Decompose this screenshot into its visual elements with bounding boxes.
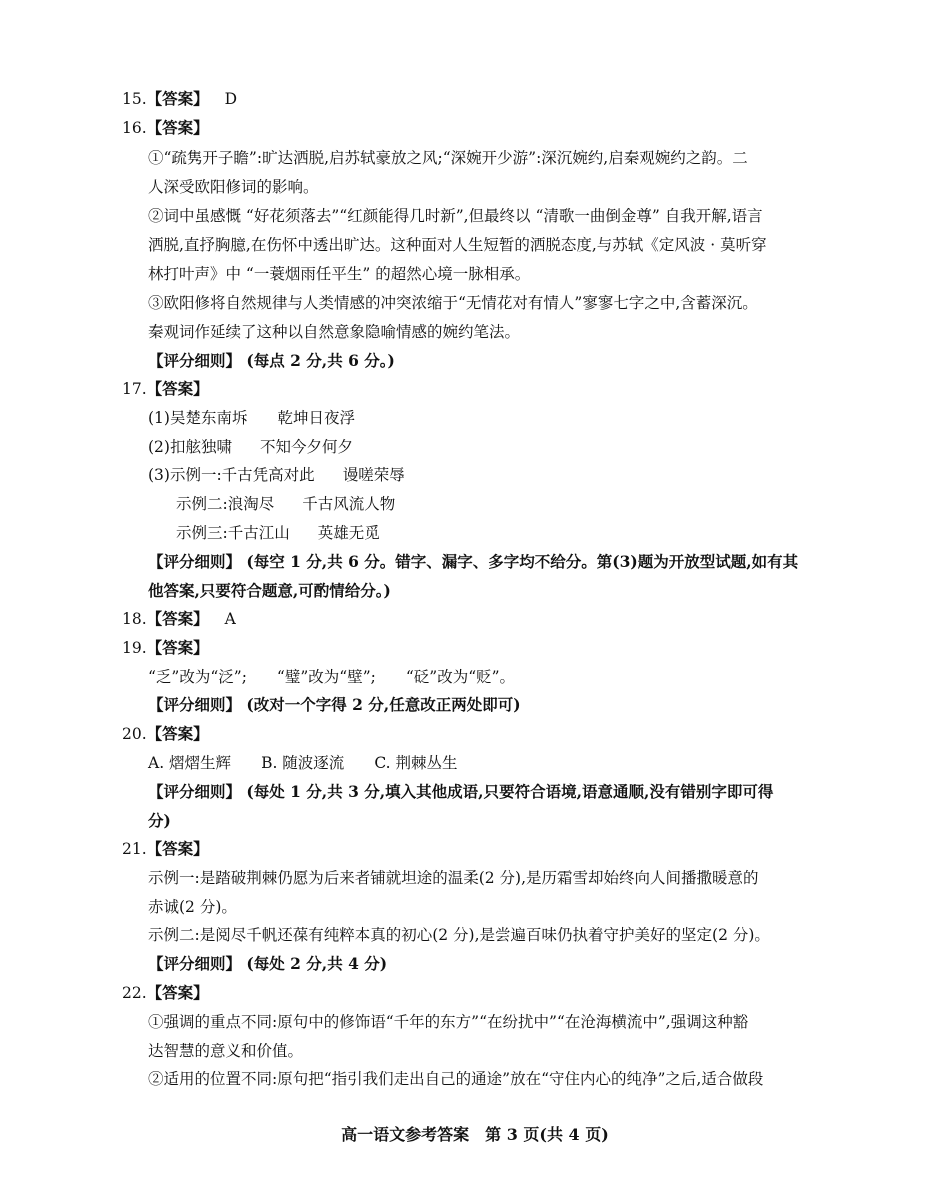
answer-text: A. 熠熠生辉 B. 随波逐流 C. 荆棘丛生 xyxy=(148,754,458,772)
question-22 xyxy=(0,980,950,1006)
answer-tag: 【答案】 xyxy=(146,638,209,657)
question-number: 21. xyxy=(122,840,147,858)
question-number: 19. xyxy=(122,639,147,657)
answer-text: 示例二:浪淘尽 千古风流人物 xyxy=(176,495,396,513)
answer-text: 达智慧的意义和价值。 xyxy=(148,1042,304,1060)
question-21 xyxy=(0,836,950,862)
question-number: 17. xyxy=(122,380,147,398)
answer-tag: 【答案】 xyxy=(146,983,209,1002)
answer-value: A xyxy=(224,610,236,628)
question-number: 22. xyxy=(122,984,147,1002)
answer-text: (3)示例一:千古凭高对此 谩嗟荣辱 xyxy=(148,466,405,484)
scoring-rules: 【评分细则】 (每处 1 分,共 3 分,填入其他成语,只要符合语境,语意通顺,没有错别字即可得 xyxy=(148,782,774,801)
answer-tag: 【答案】 xyxy=(146,839,209,858)
question-19 xyxy=(0,635,950,661)
answer-text: 示例二:是阅尽千帆还葆有纯粹本真的初心(2 分),是尝遍百味仍执着守护美好的坚定(2 分)。 xyxy=(148,926,770,944)
question-number: 18. xyxy=(122,610,147,628)
question-18 xyxy=(0,606,950,632)
answer-tag: 【答案】 xyxy=(146,724,209,743)
question-number: 15. xyxy=(122,90,147,108)
scoring-rules: 分) xyxy=(148,811,171,830)
answer-tag: 【答案】 xyxy=(146,89,209,108)
question-20 xyxy=(0,721,950,747)
answer-text: 示例一:是踏破荆棘仍愿为后来者铺就坦途的温柔(2 分),是历霜雪却始终向人间播撒暖意的 xyxy=(148,869,759,887)
question-15 xyxy=(0,86,950,112)
answer-tag: 【答案】 xyxy=(146,118,209,137)
page-footer: 高一语文参考答案 第 3 页(共 4 页) xyxy=(341,1125,609,1144)
answer-text: 示例三:千古江山 英雄无觅 xyxy=(176,524,380,542)
answer-text: 赤诚(2 分)。 xyxy=(148,898,237,916)
answer-text: 秦观词作延续了这种以自然意象隐喻情感的婉约笔法。 xyxy=(148,323,521,341)
answer-text: ②适用的位置不同:原句把“指引我们走出自己的通途”放在“守住内心的纯净”之后,适合做段 xyxy=(148,1070,764,1088)
answer-tag: 【答案】 xyxy=(146,379,209,398)
answer-text: (1)吴楚东南坼 乾坤日夜浮 xyxy=(148,409,355,427)
scoring-rules: 【评分细则】 (每点 2 分,共 6 分。) xyxy=(148,351,395,370)
answer-text: ①“疏隽开子瞻”:旷达洒脱,启苏轼豪放之风;“深婉开少游”:深沉婉约,启秦观婉约之韵。二 xyxy=(148,149,748,167)
answer-tag: 【答案】 xyxy=(146,609,209,628)
answer-text: ②词中虽感慨 “好花须落去”“红颜能得几时新”,但最终以 “清歌一曲倒金尊” 自我开解,语言 xyxy=(148,207,763,225)
answer-text: 人深受欧阳修词的影响。 xyxy=(148,178,319,196)
question-number: 20. xyxy=(122,725,147,743)
scoring-rules: 【评分细则】 (每处 2 分,共 4 分) xyxy=(148,954,388,973)
answer-text: “乏”改为“泛”; “璧”改为“壁”; “砭”改为“贬”。 xyxy=(148,668,516,686)
scoring-rules: 他答案,只要符合题意,可酌情给分。) xyxy=(148,581,391,600)
scoring-rules: 【评分细则】 (改对一个字得 2 分,任意改正两处即可) xyxy=(148,695,521,714)
question-number: 16. xyxy=(122,119,147,137)
answer-value: D xyxy=(224,90,238,108)
answer-text: (2)扣舷独啸 不知今夕何夕 xyxy=(148,438,353,456)
answer-text: 洒脱,直抒胸臆,在伤怀中透出旷达。这种面对人生短暂的洒脱态度,与苏轼《定风波 · 莫听穿 xyxy=(148,236,767,254)
question-16 xyxy=(0,115,950,141)
question-17 xyxy=(0,376,950,402)
answer-text: ③欧阳修将自然规律与人类情感的冲突浓缩于“无情花对有情人”寥寥七字之中,含蓄深沉。 xyxy=(148,294,758,312)
answer-text: ①强调的重点不同:原句中的修饰语“千年的东方”“在纷扰中”“在沧海横流中”,强调这种豁 xyxy=(148,1013,749,1031)
scoring-rules: 【评分细则】 (每空 1 分,共 6 分。错字、漏字、多字均不给分。第(3)题为开放型试题,如有其 xyxy=(148,552,799,571)
answer-text: 林打叶声》中 “一蓑烟雨任平生” 的超然心境一脉相承。 xyxy=(148,265,531,283)
